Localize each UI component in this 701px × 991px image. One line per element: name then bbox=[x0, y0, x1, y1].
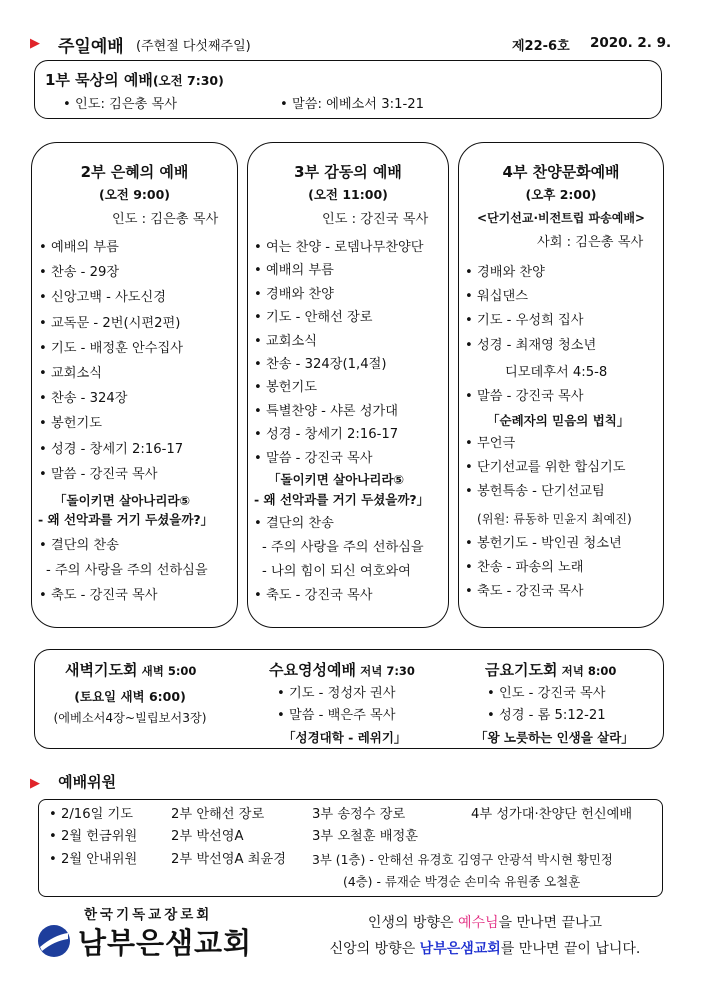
arrow-icon: ▶ bbox=[30, 776, 40, 791]
sermon-title: 「돌이키면 살아나리라⑤ bbox=[54, 493, 191, 508]
order-item: • 경배와 찬양 bbox=[465, 265, 545, 280]
order-item: • 무언극 bbox=[465, 436, 516, 451]
issue-number: 제22-6호 bbox=[512, 39, 570, 54]
team-note: (위원: 류동하 민윤지 최예진) bbox=[477, 512, 632, 526]
order-item: • 결단의 찬송 bbox=[39, 538, 119, 553]
sermon-title: - 왜 선악과를 거기 두셨을까?」 bbox=[254, 492, 430, 507]
service2-time: (오전 9:00) bbox=[98, 187, 171, 202]
service3-box bbox=[247, 142, 449, 628]
committee-label: • 2/16일 기도 bbox=[49, 807, 133, 822]
order-item: • 축도 - 강진국 목사 bbox=[465, 584, 584, 600]
service4-time: (오후 2:00) bbox=[525, 187, 597, 202]
committee-service2: 2부 박선영A 최윤경 bbox=[171, 852, 286, 867]
service3-leader: 인도 : 강진국 목사 bbox=[322, 212, 429, 227]
committee-label: • 2월 안내위원 bbox=[49, 852, 138, 867]
committee-service4: 4부 성가대·찬양단 헌신예배 bbox=[471, 807, 633, 822]
dawn-saturday: (토요일 새벽 6:00) bbox=[74, 689, 186, 704]
service4-special: <단기선교·비전트립 파송예배> bbox=[477, 211, 645, 225]
order-item: • 축도 - 강진국 목사 bbox=[254, 588, 373, 603]
wednesday-title: 수요영성예배 bbox=[269, 661, 356, 679]
order-item: • 교회소식 bbox=[254, 333, 317, 349]
denomination: 한국기독교장로회 bbox=[84, 907, 213, 923]
service4-title: 4부 찬양문화예배 bbox=[502, 163, 620, 181]
order-item: • 찬송 - 324장 bbox=[39, 391, 128, 407]
order-item: • 봉헌특송 - 단기선교팀 bbox=[465, 484, 605, 500]
order-item: • 예배의 부름 bbox=[254, 263, 334, 279]
dawn-text: (에베소서4장~빌립보서3장) bbox=[53, 711, 207, 725]
committee-label: • 2월 헌금위원 bbox=[49, 829, 138, 844]
order-item: • 찬송 - 29장 bbox=[39, 265, 120, 281]
order-item: • 워십댄스 bbox=[465, 289, 528, 305]
weekday-box bbox=[34, 649, 664, 749]
order-item: • 성경 - 창세기 2:16-17 bbox=[254, 427, 399, 443]
service4-box bbox=[458, 142, 664, 628]
friday-leader: • 인도 - 강진국 목사 bbox=[487, 686, 606, 701]
sermon-title: 「순례자의 믿음의 법칙」 bbox=[487, 413, 630, 428]
church-logo bbox=[36, 903, 316, 965]
order-item: • 성경 - 창세기 2:16-17 bbox=[39, 441, 184, 457]
order-item: - 주의 사랑을 주의 선하심을 bbox=[262, 540, 424, 555]
slogan-line-2: 신앙의 방향은 남부은샘교회를 만나면 끝이 납니다. bbox=[329, 941, 641, 957]
page-title: 주일예배 bbox=[58, 37, 124, 57]
church-name: 남부은샘교회 bbox=[78, 926, 253, 960]
order-item: • 결단의 찬송 bbox=[254, 516, 334, 531]
order-item: • 기도 - 배정훈 안수집사 bbox=[39, 340, 183, 356]
footer-slogan bbox=[305, 910, 665, 962]
service3-title: 3부 감동의 예배 bbox=[294, 163, 402, 181]
order-item: • 교독문 - 2번(시편2편) bbox=[39, 315, 181, 331]
order-item: - 주의 사랑을 주의 선하심을 bbox=[46, 563, 208, 578]
dawn-time: 새벽 5:00 bbox=[141, 664, 197, 678]
issue-date: 2020. 2. 9. bbox=[590, 35, 672, 51]
friday-title: 금요기도회 bbox=[485, 661, 558, 679]
order-item: • 경배와 찬양 bbox=[254, 286, 334, 302]
order-item: • 단기선교를 위한 합심기도 bbox=[465, 460, 626, 476]
page-subtitle: (주현절 다섯째주일) bbox=[136, 39, 251, 54]
service1-box bbox=[34, 60, 662, 119]
header bbox=[30, 32, 675, 56]
service1-time: (오전 7:30) bbox=[152, 73, 224, 88]
service4-leader: 사회 : 김은총 목사 bbox=[537, 235, 644, 250]
order-item: • 성경 - 최재영 청소년 bbox=[465, 337, 597, 353]
service2-box bbox=[31, 142, 238, 628]
scripture: 디모데후서 4:5-8 bbox=[505, 365, 608, 380]
committee-box bbox=[38, 799, 663, 897]
service4-order bbox=[465, 264, 596, 355]
order-item: - 나의 힘이 되신 여호와여 bbox=[262, 564, 411, 579]
order-item: • 신앙고백 - 사도신경 bbox=[39, 290, 167, 306]
order-item: • 봉헌기도 bbox=[254, 380, 317, 396]
order-item: • 봉헌기도 bbox=[39, 416, 102, 432]
order-item: • 말씀 - 강진국 목사 bbox=[39, 466, 158, 482]
order-item: • 찬송 - 파송의 노래 bbox=[465, 560, 584, 576]
service1-title: 1부 묵상의 예배 bbox=[45, 71, 153, 89]
order-item: • 교회소식 bbox=[39, 365, 102, 381]
order-item: • 특별찬양 - 샤론 성가대 bbox=[254, 403, 398, 419]
arrow-icon: ▶ bbox=[30, 36, 40, 51]
order-item: • 예배의 부름 bbox=[39, 240, 119, 255]
order-item: • 말씀 - 강진국 목사 bbox=[254, 450, 373, 466]
committee-service2: 2부 안해선 장로 bbox=[171, 807, 265, 822]
service1-leader: • 인도: 김은총 목사 bbox=[63, 97, 177, 112]
service2-title: 2부 은혜의 예배 bbox=[80, 163, 189, 181]
friday-section bbox=[475, 650, 665, 748]
church-emblem-icon bbox=[36, 923, 72, 959]
friday-scripture: • 성경 - 롬 5:12-21 bbox=[487, 708, 606, 723]
service3-order bbox=[254, 239, 423, 468]
order-item: • 여는 찬양 - 로뎀나무찬양단 bbox=[254, 240, 424, 255]
order-item: • 기도 - 우성희 집사 bbox=[465, 313, 584, 329]
friday-sermon-title: 「왕 노릇하는 인생을 살라」 bbox=[475, 730, 634, 745]
committee-service2: 2부 박선영A bbox=[171, 829, 244, 844]
sermon-title: - 왜 선악과를 거기 두셨을까?」 bbox=[38, 512, 214, 527]
committee-service3: 3부 오철훈 배정훈 bbox=[312, 829, 418, 844]
dawn-title: 새벽기도회 bbox=[65, 661, 138, 679]
friday-time: 저녁 8:00 bbox=[561, 664, 617, 678]
wednesday-section bbox=[263, 650, 473, 748]
order-item: • 찬송 - 324장(1,4절) bbox=[254, 356, 387, 372]
service3-time: (오전 11:00) bbox=[308, 187, 388, 202]
committee-service3-4f: (4층) - 류재순 박경순 손미숙 유원종 오철훈 bbox=[343, 874, 581, 889]
wednesday-sermon: • 말씀 - 백은주 목사 bbox=[277, 708, 396, 723]
order-item: • 말씀 - 강진국 목사 bbox=[465, 389, 584, 404]
wednesday-time: 저녁 7:30 bbox=[360, 664, 415, 678]
service2-order bbox=[39, 239, 183, 484]
slogan-line-1: 인생의 방향은 예수님을 만나면 끝나고 bbox=[367, 915, 603, 931]
service1-sermon: • 말씀: 에베소서 3:1-21 bbox=[280, 97, 424, 112]
sermon-title: 「돌이키면 살아나리라⑤ bbox=[268, 472, 405, 487]
service2-leader: 인도 : 김은총 목사 bbox=[112, 212, 219, 227]
committee-service3: 3부 (1층) - 안해선 유경호 김영구 안광석 박시현 황민정 bbox=[312, 852, 613, 867]
order-item: • 기도 - 안해선 장로 bbox=[254, 310, 373, 326]
wednesday-sermon-title: 「성경대학 - 레위기」 bbox=[283, 730, 407, 745]
committee-service3: 3부 송정수 장로 bbox=[312, 807, 406, 822]
committee-heading: ▶ 예배위원 bbox=[30, 773, 117, 791]
order-item: • 봉헌기도 - 박인권 청소년 bbox=[465, 536, 622, 551]
wednesday-leader: • 기도 - 정성자 권사 bbox=[277, 686, 396, 701]
order-item: • 축도 - 강진국 목사 bbox=[39, 588, 158, 603]
dawn-section bbox=[35, 650, 225, 748]
